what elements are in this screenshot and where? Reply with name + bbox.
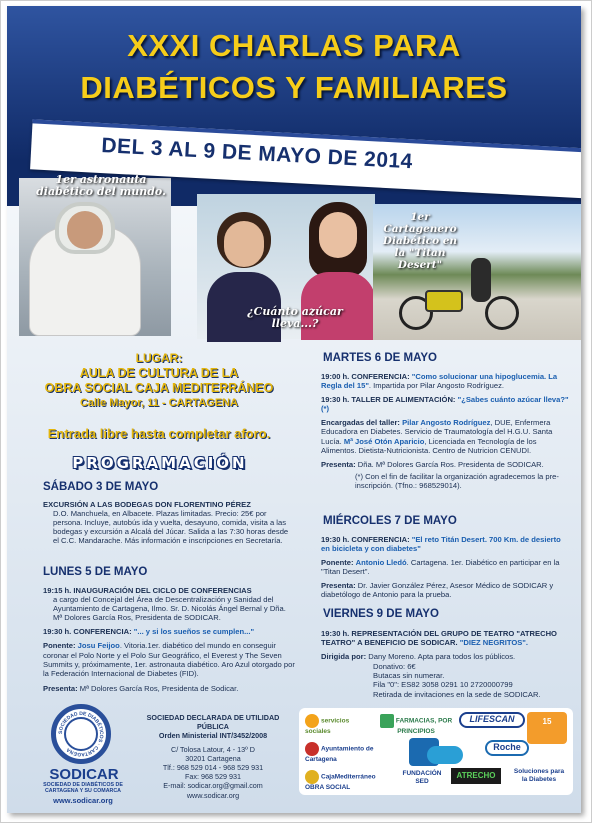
lunes-ponente-body: . Vitoria.1er. diabético del mundo en conseguir coronar el Polo Norte y el Polo Sur Geográfico, el Everest y The Seven Summits y, próximamente, 1er. astronauta diabético. Aro Azul otorgado por la Federación Internacional de Diabetes (FID). [43,641,295,678]
lunes-section [43,586,295,696]
soc-line1: SOCIEDAD DECLARADA DE UTILIDAD PÚBLICA [146,713,280,732]
lunes-e1-time: 19:15 h. [43,586,72,595]
soc-fax: Fax: 968 529 931 [185,772,241,782]
entry-note: Entrada libre hasta completar aforo. [47,426,271,441]
viernes-dir-label: Dirigida por: [321,652,367,662]
martes-presenta-body: Dña. Mª Dolores García Ros. Presidenta de SODICAR. [357,459,544,469]
sponsor-fundacion: FUNDACIÓN SED [402,770,442,785]
viernes-fila: Fila "0": ES82 3058 0291 10 2720000799 [373,680,513,690]
dates-text: DEL 3 AL 9 DE MAYO DE 2014 [100,134,414,174]
sponsor-logos [299,708,573,795]
poster-title-line2: DIABÉTICOS Y FAMILIARES [80,70,508,105]
martes-enc-name1: Pilar Angosto Rodríguez [402,418,491,428]
martes-e2-title: "¿Sabes cuánto azúcar lleva?" (*) [321,395,569,414]
miercoles-heading: MIÉRCOLES 7 DE MAYO [323,515,457,527]
soc-phones: Tlf.: 968 529 014 - 968 529 931 [162,763,264,773]
martes-heading: MARTES 6 DE MAYO [323,352,437,364]
sponsor-servicios: servicios sociales [305,714,375,736]
sponsor-caja: CajaMediterráneo OBRA SOCIAL [305,770,385,792]
lunes-ponente-label: Ponente: [43,641,76,651]
sabado-event-title: EXCURSIÓN A LAS BODEGAS DON FLORENTINO PÉREZ [43,500,251,509]
miercoles-section [321,535,571,603]
viernes-e1-title: REPRESENTACIÓN DEL GRUPO DE TEATRO "ATRECHO TEATRO" A BENEFICIO DE SODICAR. [321,629,557,648]
lunes-presenta-body: Mª Dolores García Ros, Presidenta de Sodicar. [79,683,239,693]
sabado-heading: SÁBADO 3 DE MAYO [43,481,159,493]
sponsor-ayuntamiento: Ayuntamiento de Cartagena [305,742,385,764]
viernes-e1-time: 19:30 h. [321,629,350,638]
shield-icon [305,742,319,756]
soc-address2: 30201 Cartagena [185,753,241,763]
lunes-e1-body: a cargo del Concejal del Área de Descentralización y Sanidad del Ayuntamiento de Cartagena, Ilmo. Sr. D. Nicolás Ángel Bernal y Dña. Mª Dolores García Ros, Presidenta de SODICAR. [53,595,286,623]
soc-email: E-mail: sodicar.org@gmail.com [163,781,263,791]
miercoles-ponente-label: Ponente: [321,558,354,568]
lunes-e2-title: "... y si los sueños se cumplen..." [133,627,255,637]
martes-enc-label: Encargadas del taller: [321,418,400,428]
martes-presenta-label: Presenta: [321,459,356,469]
soc-line2: Orden Ministerial INT/3452/2008 [158,731,268,741]
lunes-heading: LUNES 5 DE MAYO [43,566,148,578]
martes-e1-time: 19:00 h. [321,372,350,381]
miercoles-e1-title: "El reto Titán Desert. 700 Km. de desierto en bicicleta y con diabetes" [321,535,561,554]
cross-icon [380,714,394,728]
star-icon [305,770,319,784]
venue-line1: AULA DE CULTURA DE LA [79,366,239,380]
sodicar-subtitle: SOCIEDAD DE DIABÉTICOS DE CARTAGENA Y SU COMARCA [43,782,123,794]
viernes-section [321,629,573,699]
soc-address1: C/ Tolosa Latour, 4 - 13º D [171,744,255,754]
martes-enc-body2: , Licenciada en Tecnología de los Alimentos. Dietista-Nutricionista. Centro de Nutricion CENUDI. [321,436,537,455]
viernes-heading: VIERNES 9 DE MAYO [323,608,439,620]
svg-text:SOCIEDAD DE DIABÉTICOS · CARTA [58,711,104,757]
society-info [135,713,291,800]
viernes-butacas: Butacas sin numerar. [373,671,445,681]
sodicar-seal-text: SOCIEDAD DE DIABÉTICOS · CARTAGENA [57,710,105,758]
miercoles-e1-label: CONFERENCIA: [351,535,410,544]
lunes-ponente-name: Josu Feijoo [77,641,120,651]
sponsor-roche: Roche [485,740,529,756]
sodicar-web: www.sodicar.org [53,796,113,805]
martes-e1-label: CONFERENCIA: [351,372,410,381]
viernes-donativo: Donativo: 6€ [373,662,416,672]
sponsor-lifescan: LIFESCAN [459,712,525,728]
soc-web: www.sodicar.org [186,790,240,800]
sodicar-seal-icon [51,704,111,764]
lunes-e2-label: CONFERENCIA: [73,627,132,637]
venue-line2: OBRA SOCIAL CAJA MEDITERRÁNEO [44,381,274,395]
sponsor-atrecho: ATRECHO [451,768,501,784]
martes-e1-body: . Impartida por Pilar Angosto Rodríguez. [368,381,504,391]
martes-section [321,372,571,493]
viernes-e1-play: "DIEZ NEGRITOS". [459,638,529,648]
poster-title-line1: XXXI CHARLAS PARA [127,28,461,63]
martes-note: (*) Con el fin de facilitar la organización agradecemos la pre-inscripción. (Tfno.: 968529014). [355,471,559,490]
caption-sugar: ¿Cuánto azúcar lleva...? [247,305,343,330]
miercoles-ponente-body: . Cartagena. 1er. Diabético en participar en la "Titan Desert". [321,558,560,577]
poster [7,6,581,813]
lunes-e2-time: 19:30 h. [43,627,72,637]
sodicar-name: SODICAR [49,766,119,783]
martes-enc-name2: Mª José Otón Aparicio [343,436,425,446]
sponsor-farmacias: FARMACIAS, POR PRINCIPIOS [377,714,455,736]
sabado-section [43,500,295,545]
sponsor-soluciones: Soluciones para la Diabetes [513,768,565,783]
miercoles-ponente-name: Antonio Lledó [355,558,407,568]
venue-address: Calle Mayor, 11 - CARTAGENA [79,397,239,409]
martes-e2-label: TALLER DE ALIMENTACIÓN: [351,395,456,405]
martes-enc-body1: , DUE, Enfermera Educadora en Diabetes. Servicio de Traumatología del H.G.U. Santa Lucía. [321,418,553,446]
astronaut-face [67,211,103,249]
drop-icon [427,746,463,764]
martes-e2-time: 19:30 h. [321,395,350,405]
caption-astronaut: 1er astronauta diabético del mundo. [36,173,166,198]
viernes-dir-body: Dany Moreno. Apta para todos los públicos. [368,652,516,662]
miercoles-e1-time: 19:30 h. [321,535,350,544]
martes-e1-title: "Como solucionar una hipoglucemia. La Regla del 15" [321,372,558,391]
sabado-event-body: D.O. Manchuela, en Albacete. Plazas limitadas. Precio: 25€ por persona. Incluye, autobús ida y vuelta, desayuno, comida, visita a las bodegas y excursión a Alcalá del Júcar. Salida a las 7:30 horas desde el C.C. Mandarache. Más información e inscripciones en Secretaría. [53,509,289,546]
sun-icon [305,714,319,728]
venue-label: LUGAR: [135,351,183,365]
miercoles-presenta-body: Dr. Javier González Pérez, Asesor Médico de SODICAR y diabetólogo de Antonio para la prueba. [321,581,554,600]
lunes-e1-title: INAUGURACIÓN DEL CICLO DE CONFERENCIAS [73,586,252,595]
caption-cyclist: 1er Cartagenero Diabético en la "Titan Desert" [382,211,458,271]
lunes-presenta-label: Presenta: [43,683,78,693]
miercoles-presenta-label: Presenta: [321,581,356,591]
sponsor-badge-icon: 15 [527,712,567,744]
viernes-retirada: Retirada de invitaciones en la sede de SODICAR. [373,689,541,699]
programacion-heading: PROGRAMACIÓN [72,454,248,472]
